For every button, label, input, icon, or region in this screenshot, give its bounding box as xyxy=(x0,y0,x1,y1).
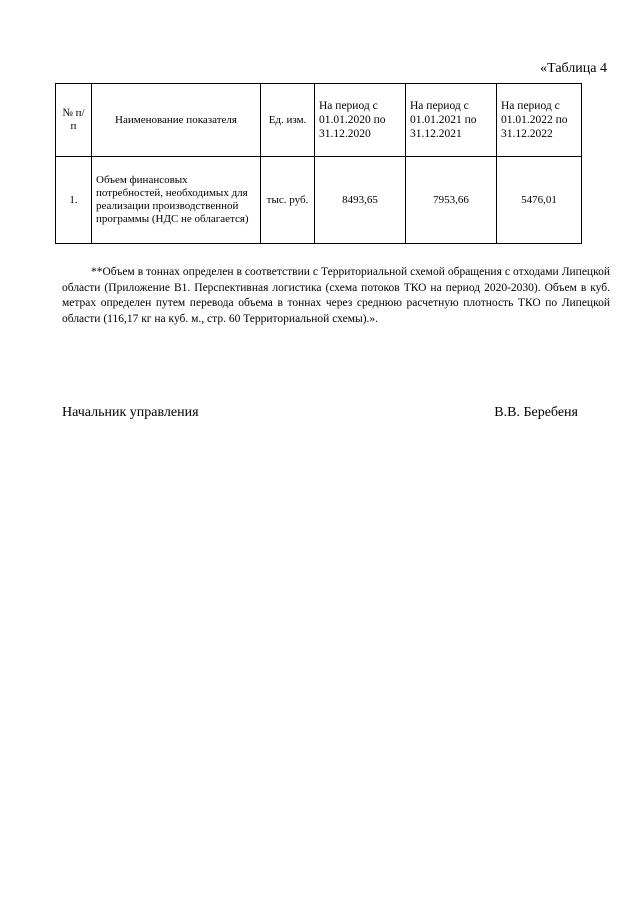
row-indicator-name: Объем финансовых потребностей, необходимых для реализации производственной программы (НДС не облагается) xyxy=(92,157,261,244)
header-indicator-name: Наименование показателя xyxy=(92,84,261,157)
header-num: № п/п xyxy=(56,84,92,157)
header-period-2020: На период с 01.01.2020 по 31.12.2020 xyxy=(315,84,406,157)
table-row xyxy=(56,157,582,244)
row-num: 1. xyxy=(56,157,92,244)
footnote: **Объем в тоннах определен в соответствии с Территориальной схемой обращения с отходами Липецкой области (Приложение В1. Перспективная логистика (схема потоков ТКО на период 2020-2030). Объем в куб. метрах определен путем перевода объема в тоннах через среднюю расчетную плотность ТКО по Липецкой области (116,17 кг на куб. м., стр. 60 Территориальной схемы).». xyxy=(62,266,610,325)
signatory-name: В.В. Беребеня xyxy=(494,405,578,420)
header-unit: Ед. изм. xyxy=(261,84,315,157)
row-unit: тыс. руб. xyxy=(261,157,315,244)
signatory-role: Начальник управления xyxy=(62,405,199,420)
row-value-2022: 5476,01 xyxy=(497,157,582,244)
financial-needs-table xyxy=(55,83,582,244)
table-header-row xyxy=(56,84,582,157)
row-value-2021: 7953,66 xyxy=(406,157,497,244)
header-period-2021: На период с 01.01.2021 по 31.12.2021 xyxy=(406,84,497,157)
row-value-2020: 8493,65 xyxy=(315,157,406,244)
header-period-2022: На период с 01.01.2022 по 31.12.2022 xyxy=(497,84,582,157)
table-caption: «Таблица 4 xyxy=(540,61,607,76)
